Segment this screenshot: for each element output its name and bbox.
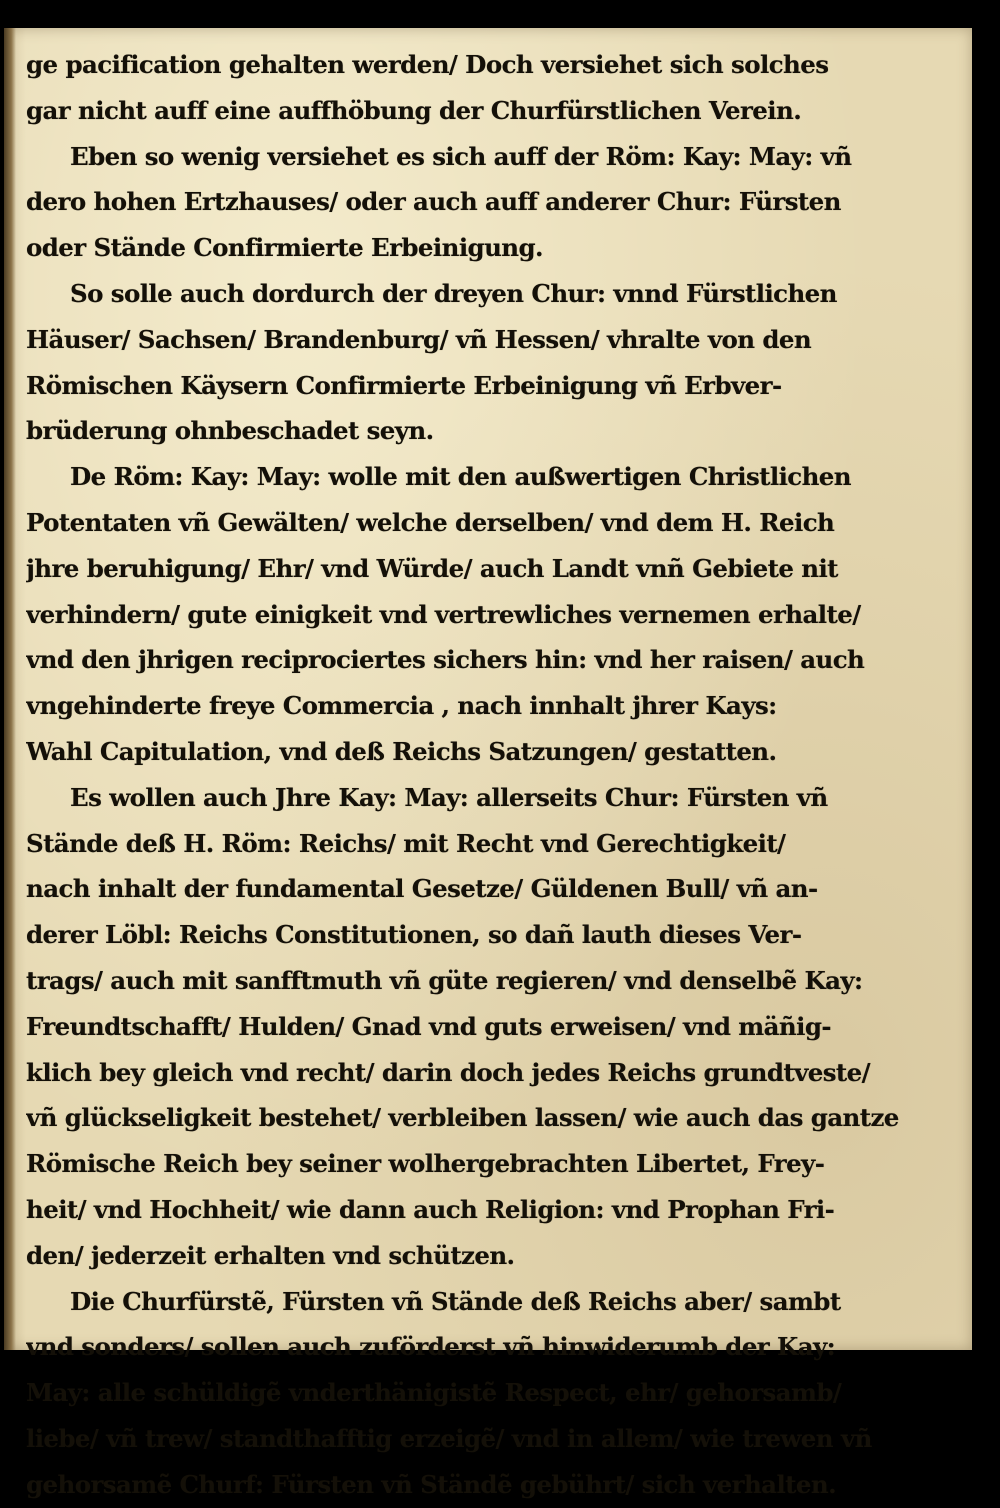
text-line: Stände deß H. Röm: Reichs/ mit Recht vnd Gerechtigkeit/ [26, 828, 786, 858]
book-spine-shadow [4, 28, 16, 1350]
text-line: gar nicht auff eine auffhöbung der Churfürstlichen Verein. [26, 95, 802, 125]
paragraph-first-line: So solle auch dordurch der dreyen Chur: vnnd Fürstlichen [70, 278, 837, 308]
text-line: vnd den jhrigen reciprociertes sichers hin: vnd her raisen/ auch [26, 645, 865, 675]
text-line: vñ glückseligkeit bestehet/ verbleiben lassen/ wie auch das gantze [26, 1103, 899, 1133]
text-line: May: alle schüldigẽ vnderthänigistẽ Respect, ehr/ gehorsamb/ [26, 1378, 842, 1408]
document-text-block [26, 42, 926, 1508]
text-line: dero hohen Ertzhauses/ oder auch auff anderer Chur: Fürsten [26, 187, 841, 217]
text-line: liebe/ vñ trew/ standthafftig erzeigẽ/ vnd in allem/ wie trewen vñ [26, 1423, 872, 1453]
text-line: Potentaten vñ Gewälten/ welche derselben/ vnd dem H. Reich [26, 507, 835, 537]
text-line: gehorsamẽ Churf: Fürsten vñ Ständẽ gebührt/ sich verhalten. [26, 1469, 836, 1499]
text-line: Römische Reich bey seiner wolhergebrachten Libertet, Frey- [26, 1149, 825, 1179]
text-line: nach inhalt der fundamental Gesetze/ Güldenen Bull/ vñ an- [26, 874, 818, 904]
text-line: jhre beruhigung/ Ehr/ vnd Würde/ auch Landt vnñ Gebiete nit [26, 553, 838, 583]
text-line: klich bey gleich vnd recht/ darin doch jedes Reichs grundtveste/ [26, 1057, 870, 1087]
paragraph-first-line: Die Churfürstẽ, Fürsten vñ Stände deß Reichs aber/ sambt [70, 1286, 841, 1316]
text-line: oder Stände Confirmierte Erbeinigung. [26, 233, 543, 263]
text-line: Römischen Käysern Confirmierte Erbeinigung vñ Erbver- [26, 370, 782, 400]
text-line: vnd sonders/ sollen auch zuförderst vñ hinwiderumb der Kay: [26, 1332, 836, 1362]
text-line: Wahl Capitulation, vnd deß Reichs Satzungen/ gestatten. [26, 736, 777, 766]
paragraph-first-line: De Röm: Kay: May: wolle mit den außwertigen Christlichen [70, 462, 852, 492]
text-line: Häuser/ Sachsen/ Brandenburg/ vñ Hessen/ vhralte von den [26, 324, 812, 354]
text-line: den/ jederzeit erhalten vnd schützen. [26, 1240, 515, 1270]
paragraph-first-line: Es wollen auch Jhre Kay: May: allerseits Chur: Fürsten vñ [70, 782, 828, 812]
text-line: heit/ vnd Hochheit/ wie dann auch Religion: vnd Prophan Fri- [26, 1194, 835, 1224]
text-line: vngehinderte freye Commercia , nach innhalt jhrer Kays: [26, 691, 777, 721]
text-line: trags/ auch mit sanfftmuth vñ güte regieren/ vnd denselbẽ Kay: [26, 965, 863, 995]
text-line: ge pacification gehalten werden/ Doch versiehet sich solches [26, 50, 829, 79]
text-line: Freundtschafft/ Hulden/ Gnad vnd guts erweisen/ vnd mäñig- [26, 1011, 831, 1041]
text-line: brüderung ohnbeschadet seyn. [26, 416, 434, 446]
text-line: verhindern/ gute einigkeit vnd vertrewliches vernemen erhalte/ [26, 599, 861, 629]
document-page [4, 28, 972, 1499]
text-line: derer Löbl: Reichs Constitutionen, so dañ lauth dieses Ver- [26, 920, 802, 950]
paragraph-first-line: Eben so wenig versiehet es sich auff der Röm: Kay: May: vñ [70, 141, 852, 171]
